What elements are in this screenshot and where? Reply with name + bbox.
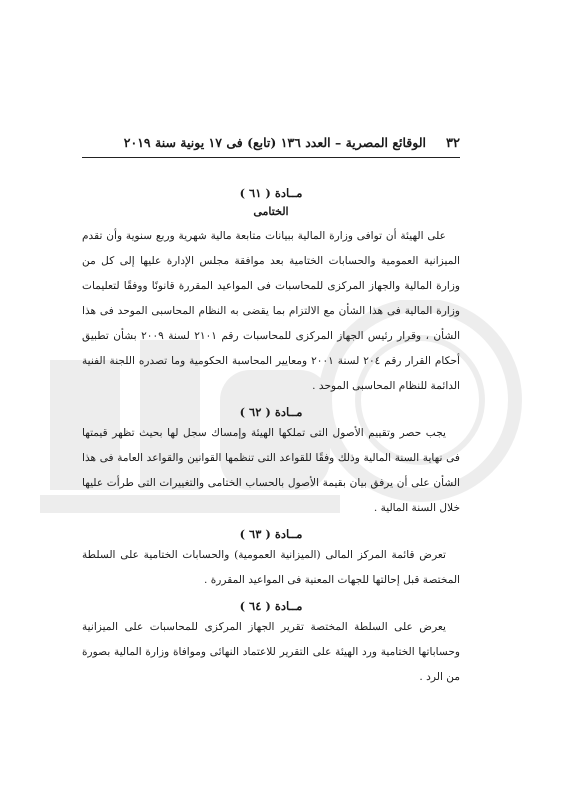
article-text: تعرض قائمة المركز المالى (الميزانية العمومية) والحسابات الختامية على السلطة المختصة قبل إحالتها للجهات المعنية فى المواعيد المقررة . — [82, 549, 460, 586]
page-header — [82, 134, 460, 158]
article-subtitle: الختامى — [253, 205, 289, 218]
article-text: يجب حصر وتقييم الأصول التى تملكها الهيئة وإمساك سجل لها بحيث تظهر قيمتها فى نهاية السنة المالية وذلك وفقًا للقواعد التى تنظمها القوانين والقواعد العامة فى هذا الشأن على أن يرفق بيان بقيمة الأصول بالحساب الختامى والتغييرات التى طرأت عليها خلال السنة المالية . — [82, 427, 460, 514]
article-64 — [82, 597, 460, 690]
article-63 — [82, 525, 460, 593]
document-page — [82, 134, 460, 690]
page-number: ٣٢ — [446, 136, 460, 151]
article-61 — [82, 184, 460, 399]
article-title: مــادة ( ٦٤ ) — [239, 599, 303, 613]
article-text: على الهيئة أن توافى وزارة المالية ببيانات متابعة مالية شهرية وربع سنوية وأن تقدم الميزانية العمومية والحسابات الختامية بعد موافقة مجلس الإدارة عليها إلى كل من وزارة المالية والجهاز المركزى للمحاسبات فى المواعيد المقررة قانونًا ووفقًا لتعليمات وزارة المالية فى هذا الشأن مع الالتزام بما يقضى به النظام المحاسبى الموحد فى هذا الشأن ، وقرار رئيس الجهاز المركزى للمحاسبات رقم ٢١٠١ لسنة ٢٠٠٩ بشأن تطبيق أحكام القرار رقم ٢٠٤ لسنة ٢٠٠١ ومعايير المحاسبة الحكومية وما تصدره اللجنة الفنية الدائمة للنظام المحاسبى الموحد . — [82, 230, 461, 392]
article-62 — [82, 403, 460, 521]
article-text: يعرض على السلطة المختصة تقرير الجهاز المركزى للمحاسبات على الميزانية وحساباتها الختامية ورد الهيئة على التقرير للاعتماد النهائى وموافاة وزارة المالية بصورة من الرد . — [82, 621, 460, 683]
article-title: مــادة ( ٦٣ ) — [239, 527, 303, 541]
article-title: مــادة ( ٦١ ) — [239, 186, 303, 200]
article-title: مــادة ( ٦٢ ) — [239, 405, 303, 419]
publication-line: الوقائع المصرية – العدد ١٣٦ (تابع) فى ١٧ يونية سنة ٢٠١٩ — [123, 135, 427, 150]
